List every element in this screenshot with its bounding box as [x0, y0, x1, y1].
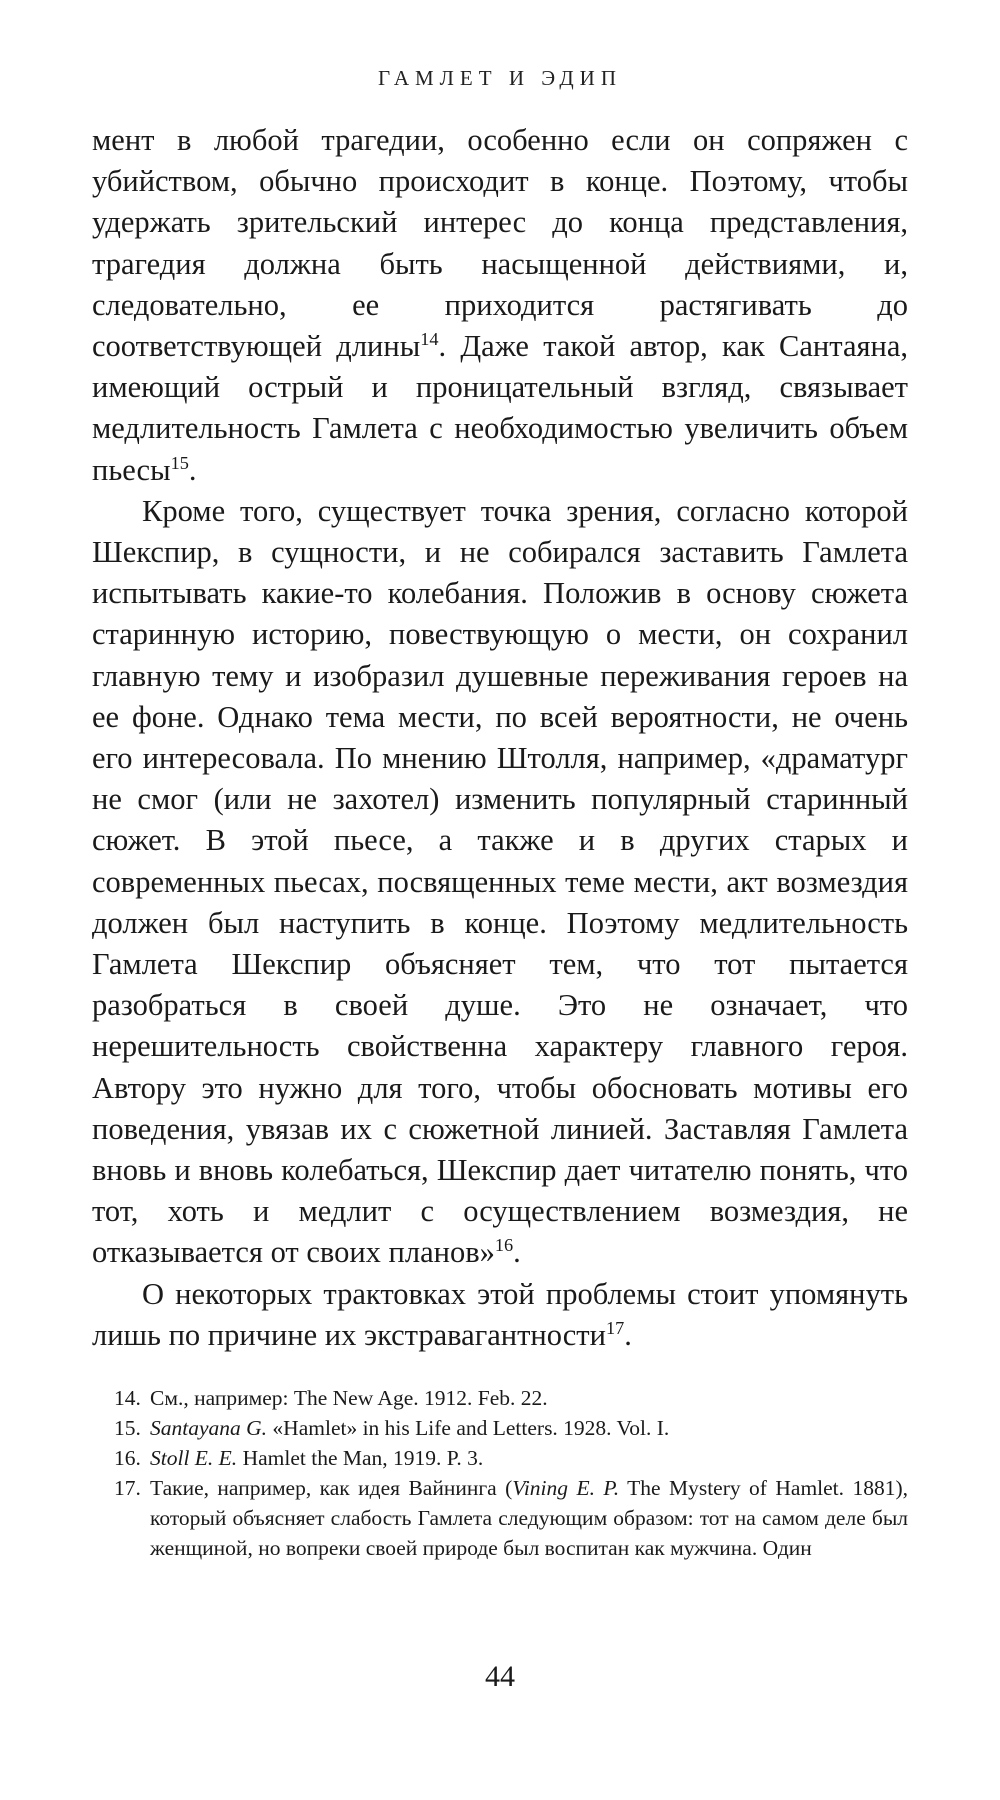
footnote-number: 17. [114, 1476, 141, 1500]
footnote-16-author: Stoll E. E. [150, 1446, 238, 1470]
paragraph-2-text-a: Кроме того, существует точка зрения, согласно которой Шекспир, в сущности, и не собирался заставить Гамлета испытывать какие-то колебания. Положив в основу сюжета старинную историю, повествующую о мести, он сохранил главную тему и изобразил душевные переживания героев на ее фоне. Однако тема мести, по всей вероятности, не очень его интересовала. По мнению Штолля, например, «драматург не смог (или не захотел) изменить популярный старинный сюжет. В этой пьесе, а также и в других старых и современных пьесах, посвященных теме мести, акт возмездия должен был наступить в конце. Поэтому медлительность Гамлета Шекспир объясняет тем, что тот пытается разобраться в своей душе. Это не означает, что нерешительность свойственна характеру главного героя. Автору это нужно для того, чтобы обосновать мотивы его поведения, увязав их с сюжетной линией. Заставляя Гамлета вновь и вновь колебаться, Шекспир дает читателю понять, что тот, хоть и медлит с осуществлением возмездия, не отказывается от своих планов» [92, 493, 908, 1270]
footnote-ref-16[interactable]: 16 [494, 1235, 514, 1256]
footnote-14-text: См., например: The New Age. 1912. Feb. 22. [150, 1386, 548, 1410]
paragraph-1-text-b: . Даже такой автор, как Сантаяна, имеющий острый и проницательный взгляд, связывает медлительность Гамлета с необходимостью увеличить объем пьесы [92, 329, 909, 487]
footnote-ref-14[interactable]: 14 [420, 328, 439, 349]
footnote-17 [114, 1473, 908, 1563]
footnote-17-text-b: The Mystery of Hamlet. 1881), который объясняет слабость Гамлета следующим образом: тот на самом деле был женщиной, но вопреки своей природе был воспитан как мужчина. Один [150, 1476, 908, 1560]
paragraph-3-text-a: О некоторых трактовках этой проблемы стоит упомянуть лишь по причине их экстравагантности [92, 1276, 908, 1352]
footnote-text [150, 1383, 908, 1413]
footnote-number: 15. [114, 1416, 141, 1440]
footnote-17-author: Vining E. P. [512, 1476, 620, 1500]
running-head: ГАМЛЕТ И ЭДИП [377, 66, 622, 90]
footnote-text [150, 1413, 908, 1443]
paragraph-1-text-c: . [188, 452, 197, 487]
footnote-15-author: Santayana G. [150, 1416, 268, 1440]
paragraph-2 [92, 491, 908, 1274]
footnote-15 [114, 1413, 908, 1443]
footnote-number: 16. [114, 1446, 141, 1470]
footnote-16-text: Hamlet the Man, 1919. P. 3. [237, 1446, 484, 1470]
paragraph-3 [92, 1274, 908, 1356]
footnote-14 [114, 1383, 908, 1413]
main-text [92, 120, 908, 1356]
footnote-text [150, 1443, 908, 1473]
page-number: 44 [485, 1660, 515, 1693]
footnote-17-text-a: Такие, например, как идея Вайнинга ( [150, 1476, 513, 1500]
footnote-number: 14. [114, 1386, 141, 1410]
footnote-15-text: «Hamlet» in his Life and Letters. 1928. Vol. I. [267, 1416, 670, 1440]
paragraph-2-text-b: . [513, 1235, 521, 1270]
footnote-16 [114, 1443, 908, 1473]
footnotes [114, 1383, 908, 1563]
paragraph-1-text-a: мент в любой трагедии, особенно если он сопряжен с убийством, обычно происходит в конце. Поэтому, чтобы удержать зрительский интерес до конца представления, трагедия должна быть насыщенной действиями, и, следовательно, ее приходится растягивать до соответствующей длины [92, 123, 908, 364]
paragraph-3-text-b: . [624, 1317, 632, 1352]
footnote-text [150, 1473, 908, 1563]
footnote-ref-15[interactable]: 15 [170, 452, 189, 473]
paragraph-1 [92, 120, 908, 491]
footnote-ref-17[interactable]: 17 [605, 1317, 625, 1338]
